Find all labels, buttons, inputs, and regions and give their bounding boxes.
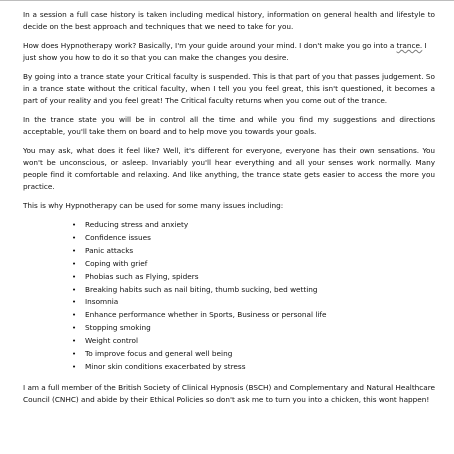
list-item (23, 335, 435, 348)
paragraph-how-it-works-start: How does Hypnotherapy work? Basically, I'm your guide around your mind. I don't make you go into a (23, 41, 397, 50)
bullet-icon: • (71, 323, 77, 333)
list-item (23, 322, 435, 335)
bullet-icon: • (71, 271, 77, 281)
list-item-text: Insomnia (85, 297, 119, 307)
list-item (23, 361, 435, 374)
paragraph-issues-intro: This is why Hypnotherapy can be used for some many issues including: (23, 201, 284, 210)
bullet-icon: • (71, 258, 77, 268)
list-item-text: Phobias such as Flying, spiders (85, 271, 199, 281)
list-item (23, 348, 435, 361)
list-item-text: Breaking habits such as nail biting, thumb sucking, bed wetting (85, 284, 318, 294)
list-item (23, 309, 435, 322)
bullet-icon: • (71, 297, 77, 307)
bullet-icon: • (71, 232, 77, 242)
list-item (23, 271, 435, 284)
list-item (23, 219, 435, 232)
list-item-text: Confidence issues (85, 232, 151, 242)
list-item (23, 245, 435, 258)
list-item (23, 232, 435, 245)
bullet-icon: • (71, 336, 77, 346)
list-item-text: To improve focus and general well being (85, 349, 233, 359)
paragraph-how-it-works (23, 40, 435, 64)
bullet-icon: • (71, 220, 77, 229)
bullet-icon: • (71, 310, 77, 320)
bullet-icon: • (71, 349, 77, 359)
bullet-icon: • (71, 245, 77, 255)
paragraph-control: In the trance state you will be in control all the time and while you find my suggestions and directions acceptable, you'll take them on board and to help move you towards your goals. (23, 115, 435, 136)
list-item-text: Stopping smoking (85, 323, 151, 333)
list-item-text: Reducing stress and anxiety (85, 220, 189, 229)
list-item-text: Panic attacks (85, 245, 134, 255)
document-body (23, 9, 435, 413)
page-top-edge (0, 0, 454, 1)
paragraph-case-history: In a session a full case history is taken including medical history, information on general health and lifestyle to decide on the best approach and techniques that we need to take for you. (23, 10, 435, 31)
paragraph-how-it-works-end: I just show you how to do it so that you can make the changes you desire. (23, 41, 427, 62)
bullet-icon: • (71, 361, 77, 371)
list-item-text: Coping with grief (85, 258, 148, 268)
list-item-text: Minor skin conditions exacerbated by stress (85, 361, 246, 371)
list-item (23, 296, 435, 309)
spelling-flagged-word: trance. (396, 41, 423, 50)
list-item-text: Weight control (85, 336, 139, 346)
list-item (23, 284, 435, 297)
paragraph-membership: I am a full member of the British Society of Clinical Hypnosis (BSCH) and Complementary and Natural Healthcare Council (CNHC) and abide by their Ethical Policies so don't ask me to turn you into a chicken, this wont happen! (23, 382, 435, 404)
bullet-icon: • (71, 284, 77, 294)
paragraph-critical-faculty: By going into a trance state your Critical faculty is suspended. This is that part of you that passes judgement. So in a trance state without the critical faculty, when I tell you you feel great, this isn't questioned, it becomes a part of your reality and you feel great! The Critical faculty returns when you come out of the trance. (23, 72, 435, 105)
list-item (23, 258, 435, 271)
list-item-text: Enhance performance whether in Sports, Business or personal life (85, 310, 327, 320)
issues-list (23, 219, 435, 374)
paragraph-how-it-feels: You may ask, what does it feel like? Well, it's different for everyone, everyone has their own sensations. You won't be unconscious, or asleep. Invariably you'll hear everything and all your senses work normally. Many people find it comfortable and relaxing. And like anything, the trance state gets easier to access the more you practice. (23, 146, 435, 191)
